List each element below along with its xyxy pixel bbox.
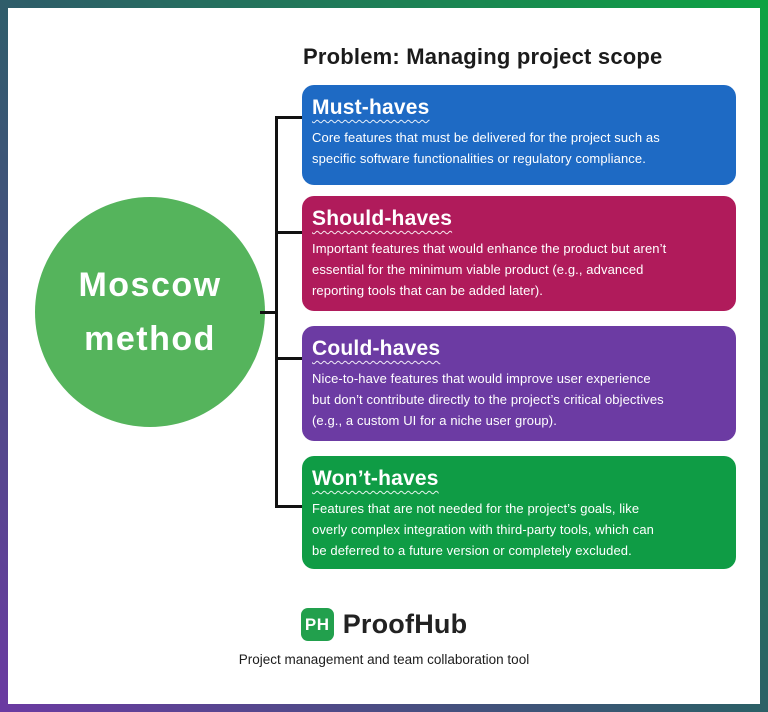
box-body-line: be deferred to a future version or completely excluded. xyxy=(312,543,632,558)
box-body-line: Important features that would enhance the product but aren’t xyxy=(312,241,667,256)
box-body-line: (e.g., a custom UI for a niche user group). xyxy=(312,413,557,428)
circle-label-line1: Moscow xyxy=(78,266,222,304)
circle-label-line2: method xyxy=(84,320,216,358)
box-title: Must-haves xyxy=(312,96,430,119)
connector-branch-should xyxy=(275,231,302,234)
priority-box-could-haves xyxy=(302,326,736,441)
box-body-line: reporting tools that can be added later). xyxy=(312,283,544,298)
proofhub-logo-icon: PH xyxy=(301,608,334,641)
box-title: Could-haves xyxy=(312,337,441,360)
brand-row xyxy=(301,608,468,641)
box-body-line: specific software functionalities or regulatory compliance. xyxy=(312,151,646,166)
problem-heading: Problem: Managing project scope xyxy=(303,44,663,69)
brand-name: ProofHub xyxy=(342,609,468,639)
connector-branch-must xyxy=(275,116,302,119)
priority-box-wont-haves xyxy=(302,456,736,569)
priority-box-should-haves xyxy=(302,196,736,311)
box-body-line: essential for the minimum viable product (e.g., advanced xyxy=(312,262,644,277)
footer-branding xyxy=(8,608,760,667)
connector-branch-could xyxy=(275,357,302,360)
moscow-method-circle xyxy=(35,197,265,427)
content-canvas xyxy=(8,8,760,704)
priority-box-must-haves xyxy=(302,85,736,185)
connector-branch-wont xyxy=(275,505,302,508)
connector-circle xyxy=(260,311,276,314)
box-body-line: but don’t contribute directly to the project’s critical objectives xyxy=(312,392,664,407)
box-title: Should-haves xyxy=(312,207,453,230)
box-body-line: Nice-to-have features that would improve user experience xyxy=(312,371,651,386)
box-title: Won’t-haves xyxy=(312,467,439,490)
box-body-line: Core features that must be delivered for the project such as xyxy=(312,130,660,145)
box-body-line: Features that are not needed for the project’s goals, like xyxy=(312,501,640,516)
brand-tagline: Project management and team collaboration tool xyxy=(238,652,530,667)
box-body-line: overly complex integration with third-party tools, which can xyxy=(312,522,654,537)
